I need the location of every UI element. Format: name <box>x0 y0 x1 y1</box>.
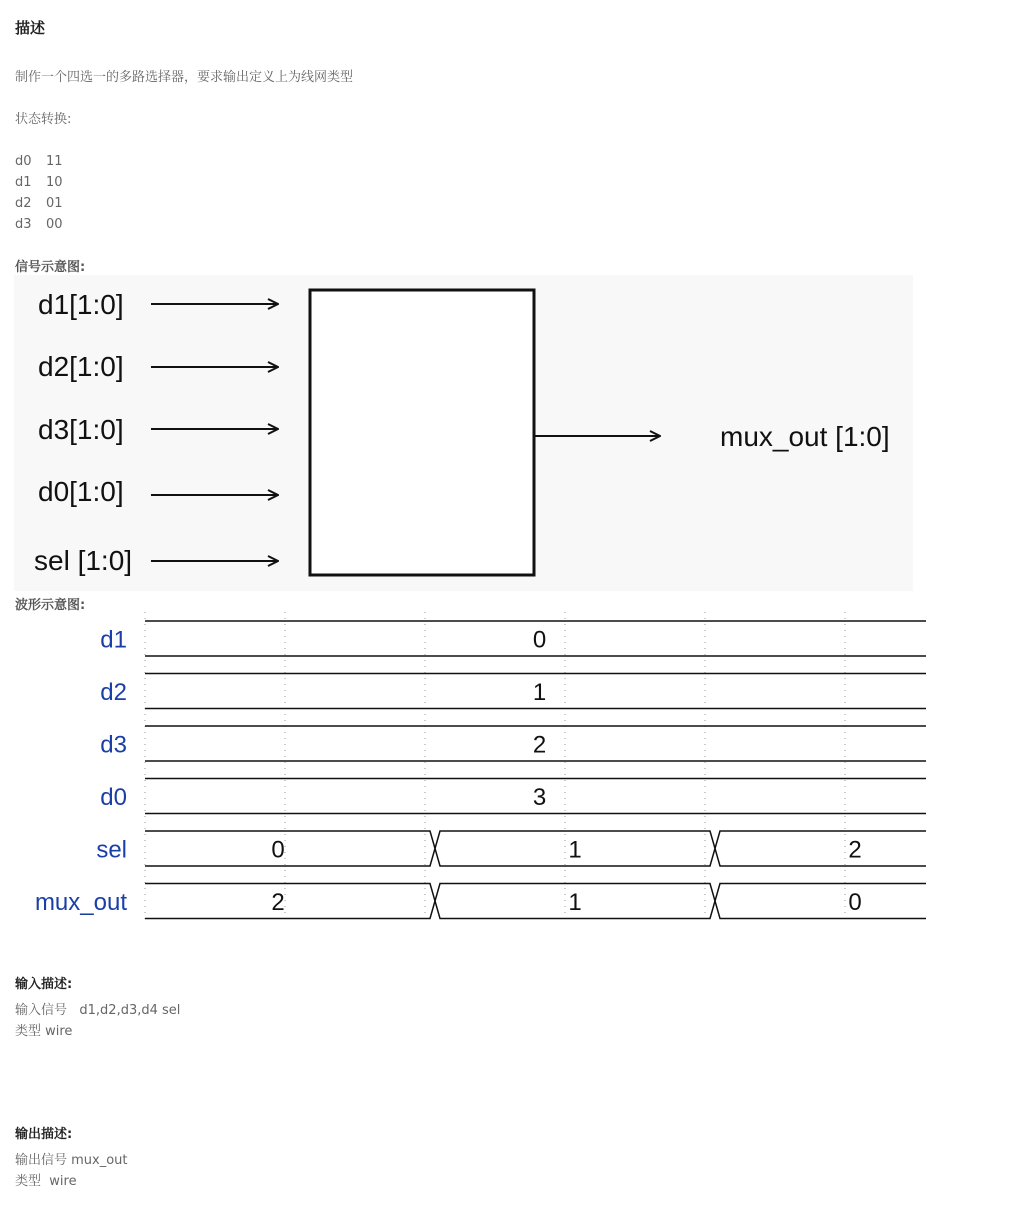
signal-value: 0 <box>532 626 547 654</box>
signal-bus-path <box>145 831 926 866</box>
page-title: 描述 <box>15 19 46 37</box>
input-label-d1: d1[1:0] <box>38 289 124 320</box>
state-list <box>15 151 63 235</box>
signal-value: 3 <box>532 784 547 811</box>
state-name: d2 <box>15 196 32 211</box>
mux-block <box>310 290 534 575</box>
signal-label-d2: d2 <box>100 679 127 706</box>
state-item <box>15 214 63 235</box>
input-type-line: 类型 wire <box>15 1024 73 1039</box>
state-name: d1 <box>15 175 32 190</box>
output-label: mux_out [1:0] <box>720 421 890 452</box>
state-item <box>15 172 63 193</box>
state-code: 00 <box>46 217 63 232</box>
signal-label-d1: d1 <box>100 626 127 654</box>
waveform-diagram-label: 波形示意图: <box>15 598 86 613</box>
signal-value: 0 <box>848 889 862 916</box>
input-desc-text <box>15 1000 180 1042</box>
input-desc-label: 输入描述: <box>15 977 73 992</box>
signal-value: 1 <box>532 679 547 706</box>
output-signal-line: 输出信号 mux_out <box>15 1153 128 1168</box>
state-code: 11 <box>46 154 63 169</box>
signal-bus-path <box>145 884 926 919</box>
state-item <box>15 151 63 172</box>
signal-label-mux-out: mux_out <box>34 889 127 916</box>
signal-value: 2 <box>271 889 285 916</box>
signal-label-sel: sel <box>96 836 127 864</box>
input-signal-line: 输入信号 d1,d2,d3,d4 sel <box>15 1003 181 1018</box>
input-label-d2: d2[1:0] <box>38 351 124 382</box>
waveform-diagram <box>0 612 940 936</box>
state-name: d0 <box>15 154 32 169</box>
intro-text: 制作一个四选一的多路选择器，要求输出定义上为线网类型 <box>15 70 354 85</box>
state-name: d3 <box>15 217 32 232</box>
signal-diagram-label: 信号示意图: <box>15 260 86 275</box>
signal-value: 2 <box>532 731 547 759</box>
block-diagram <box>14 275 913 591</box>
input-label-d3: d3[1:0] <box>38 414 124 445</box>
signal-bus-path <box>145 831 926 866</box>
state-code: 01 <box>46 196 63 211</box>
state-code: 10 <box>46 175 63 190</box>
block-diagram-svg <box>14 275 913 591</box>
waveform-svg <box>0 612 940 932</box>
signal-label-d0: d0 <box>100 784 127 811</box>
signal-value: 1 <box>568 889 582 916</box>
input-label-sel: sel [1:0] <box>34 545 133 576</box>
signal-value: 1 <box>568 836 582 864</box>
signal-label-d3: d3 <box>100 731 127 759</box>
output-desc-label: 输出描述: <box>15 1127 73 1142</box>
output-desc-text <box>15 1150 128 1192</box>
state-item <box>15 193 63 214</box>
signal-bus-path <box>145 884 926 919</box>
output-type-line: 类型 wire <box>15 1174 77 1189</box>
input-label-d0: d0[1:0] <box>38 476 124 507</box>
state-transition-label: 状态转换: <box>15 112 72 127</box>
signal-value: 2 <box>848 836 862 864</box>
signal-value: 0 <box>271 836 285 864</box>
